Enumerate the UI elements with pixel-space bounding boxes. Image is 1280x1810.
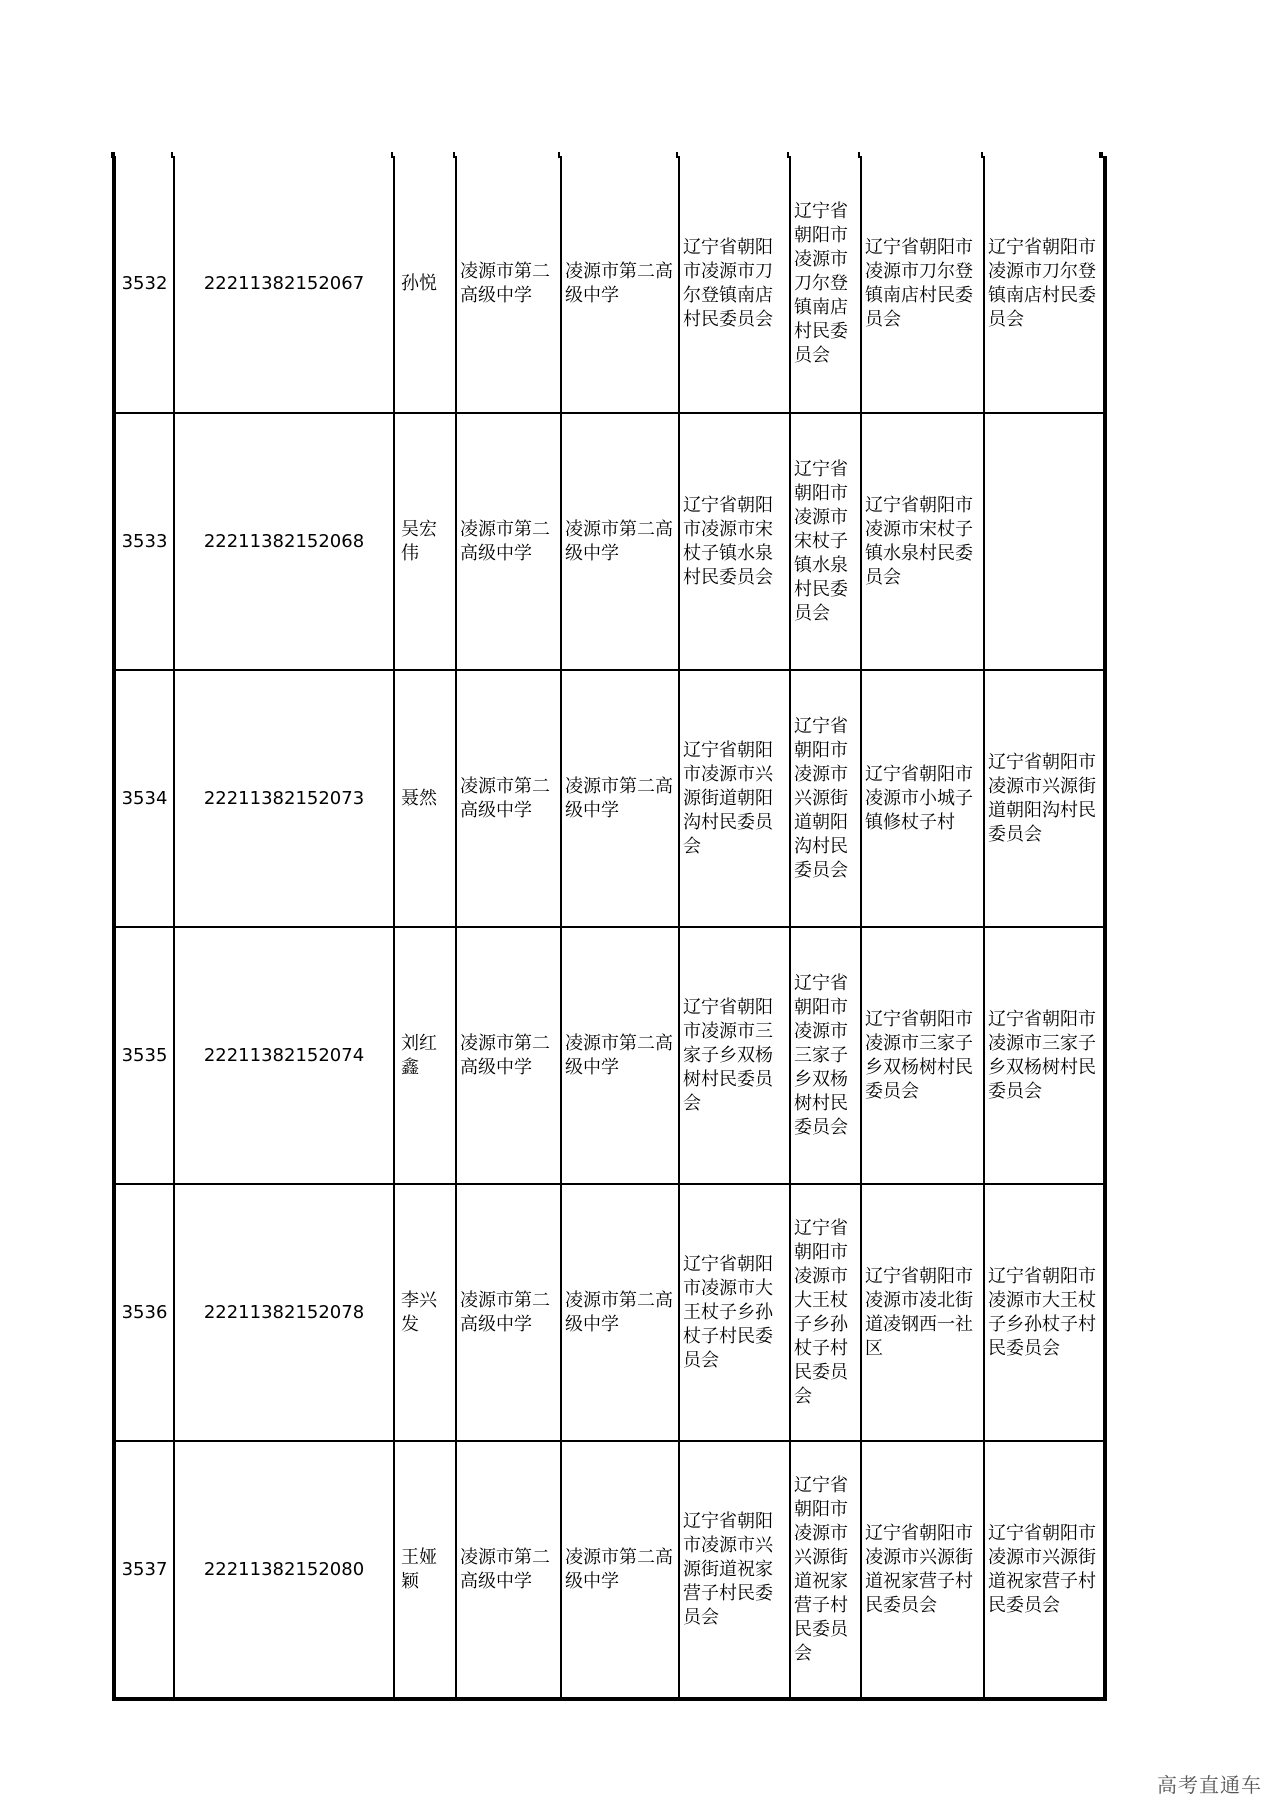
candidate-table (112, 156, 1107, 1701)
seq-cell: 3535 (114, 927, 174, 1184)
name-cell: 刘红鑫 (394, 927, 456, 1184)
table-row (114, 1441, 1105, 1699)
watermark: 高考直通车 (1157, 1773, 1262, 1797)
residence-cell: 辽宁省朝阳市凌源市凌北街道凌钢西一社区 (861, 1184, 984, 1441)
table-row (114, 1184, 1105, 1441)
origin-address-cell: 辽宁省朝阳市凌源市兴源街道祝家营子村民委员会 (790, 1441, 861, 1699)
residence-cell: 辽宁省朝阳市凌源市刀尔登镇南店村民委员会 (861, 156, 984, 413)
table-row (114, 670, 1105, 927)
origin-address-cell: 辽宁省朝阳市凌源市三家子乡双杨树村民委员会 (790, 927, 861, 1184)
school-cell: 凌源市第二高级中学 (456, 156, 561, 413)
household-address-cell: 辽宁省朝阳市凌源市兴源街道祝家营子村民委员会 (679, 1441, 790, 1699)
seq-cell: 3532 (114, 156, 174, 413)
seq-cell: 3533 (114, 413, 174, 670)
origin-address-cell: 辽宁省朝阳市凌源市兴源街道朝阳沟村民委员会 (790, 670, 861, 927)
guardian-residence-cell (984, 413, 1105, 670)
exam-id-cell: 22211382152067 (174, 156, 394, 413)
graduated-school-cell: 凌源市第二高级中学 (561, 1184, 679, 1441)
school-cell: 凌源市第二高级中学 (456, 927, 561, 1184)
household-address-cell: 辽宁省朝阳市凌源市兴源街道朝阳沟村民委员会 (679, 670, 790, 927)
table-row (114, 156, 1105, 413)
household-address-cell: 辽宁省朝阳市凌源市三家子乡双杨树村民委员会 (679, 927, 790, 1184)
household-address-cell: 辽宁省朝阳市凌源市大王杖子乡孙杖子村民委员会 (679, 1184, 790, 1441)
exam-id-cell: 22211382152078 (174, 1184, 394, 1441)
exam-id-cell: 22211382152073 (174, 670, 394, 927)
residence-cell: 辽宁省朝阳市凌源市三家子乡双杨树村民委员会 (861, 927, 984, 1184)
graduated-school-cell: 凌源市第二高级中学 (561, 413, 679, 670)
seq-cell: 3534 (114, 670, 174, 927)
school-cell: 凌源市第二高级中学 (456, 670, 561, 927)
residence-cell: 辽宁省朝阳市凌源市兴源街道祝家营子村民委员会 (861, 1441, 984, 1699)
name-cell: 孙悦 (394, 156, 456, 413)
residence-cell: 辽宁省朝阳市凌源市小城子镇修杖子村 (861, 670, 984, 927)
exam-id-cell: 22211382152074 (174, 927, 394, 1184)
table-row (114, 413, 1105, 670)
graduated-school-cell: 凌源市第二高级中学 (561, 156, 679, 413)
school-cell: 凌源市第二高级中学 (456, 1184, 561, 1441)
guardian-residence-cell: 辽宁省朝阳市凌源市三家子乡双杨树村民委员会 (984, 927, 1105, 1184)
origin-address-cell: 辽宁省朝阳市凌源市宋杖子镇水泉村民委员会 (790, 413, 861, 670)
name-cell: 王娅颖 (394, 1441, 456, 1699)
seq-cell: 3536 (114, 1184, 174, 1441)
name-cell: 吴宏伟 (394, 413, 456, 670)
household-address-cell: 辽宁省朝阳市凌源市宋杖子镇水泉村民委员会 (679, 413, 790, 670)
school-cell: 凌源市第二高级中学 (456, 1441, 561, 1699)
guardian-residence-cell: 辽宁省朝阳市凌源市刀尔登镇南店村民委员会 (984, 156, 1105, 413)
guardian-residence-cell: 辽宁省朝阳市凌源市兴源街道祝家营子村民委员会 (984, 1441, 1105, 1699)
residence-cell: 辽宁省朝阳市凌源市宋杖子镇水泉村民委员会 (861, 413, 984, 670)
graduated-school-cell: 凌源市第二高级中学 (561, 1441, 679, 1699)
guardian-residence-cell: 辽宁省朝阳市凌源市大王杖子乡孙杖子村民委员会 (984, 1184, 1105, 1441)
origin-address-cell: 辽宁省朝阳市凌源市刀尔登镇南店村民委员会 (790, 156, 861, 413)
school-cell: 凌源市第二高级中学 (456, 413, 561, 670)
table-row (114, 927, 1105, 1184)
graduated-school-cell: 凌源市第二高级中学 (561, 670, 679, 927)
exam-id-cell: 22211382152080 (174, 1441, 394, 1699)
graduated-school-cell: 凌源市第二高级中学 (561, 927, 679, 1184)
name-cell: 聂然 (394, 670, 456, 927)
seq-cell: 3537 (114, 1441, 174, 1699)
exam-id-cell: 22211382152068 (174, 413, 394, 670)
household-address-cell: 辽宁省朝阳市凌源市刀尔登镇南店村民委员会 (679, 156, 790, 413)
guardian-residence-cell: 辽宁省朝阳市凌源市兴源街道朝阳沟村民委员会 (984, 670, 1105, 927)
origin-address-cell: 辽宁省朝阳市凌源市大王杖子乡孙杖子村民委员会 (790, 1184, 861, 1441)
name-cell: 李兴发 (394, 1184, 456, 1441)
